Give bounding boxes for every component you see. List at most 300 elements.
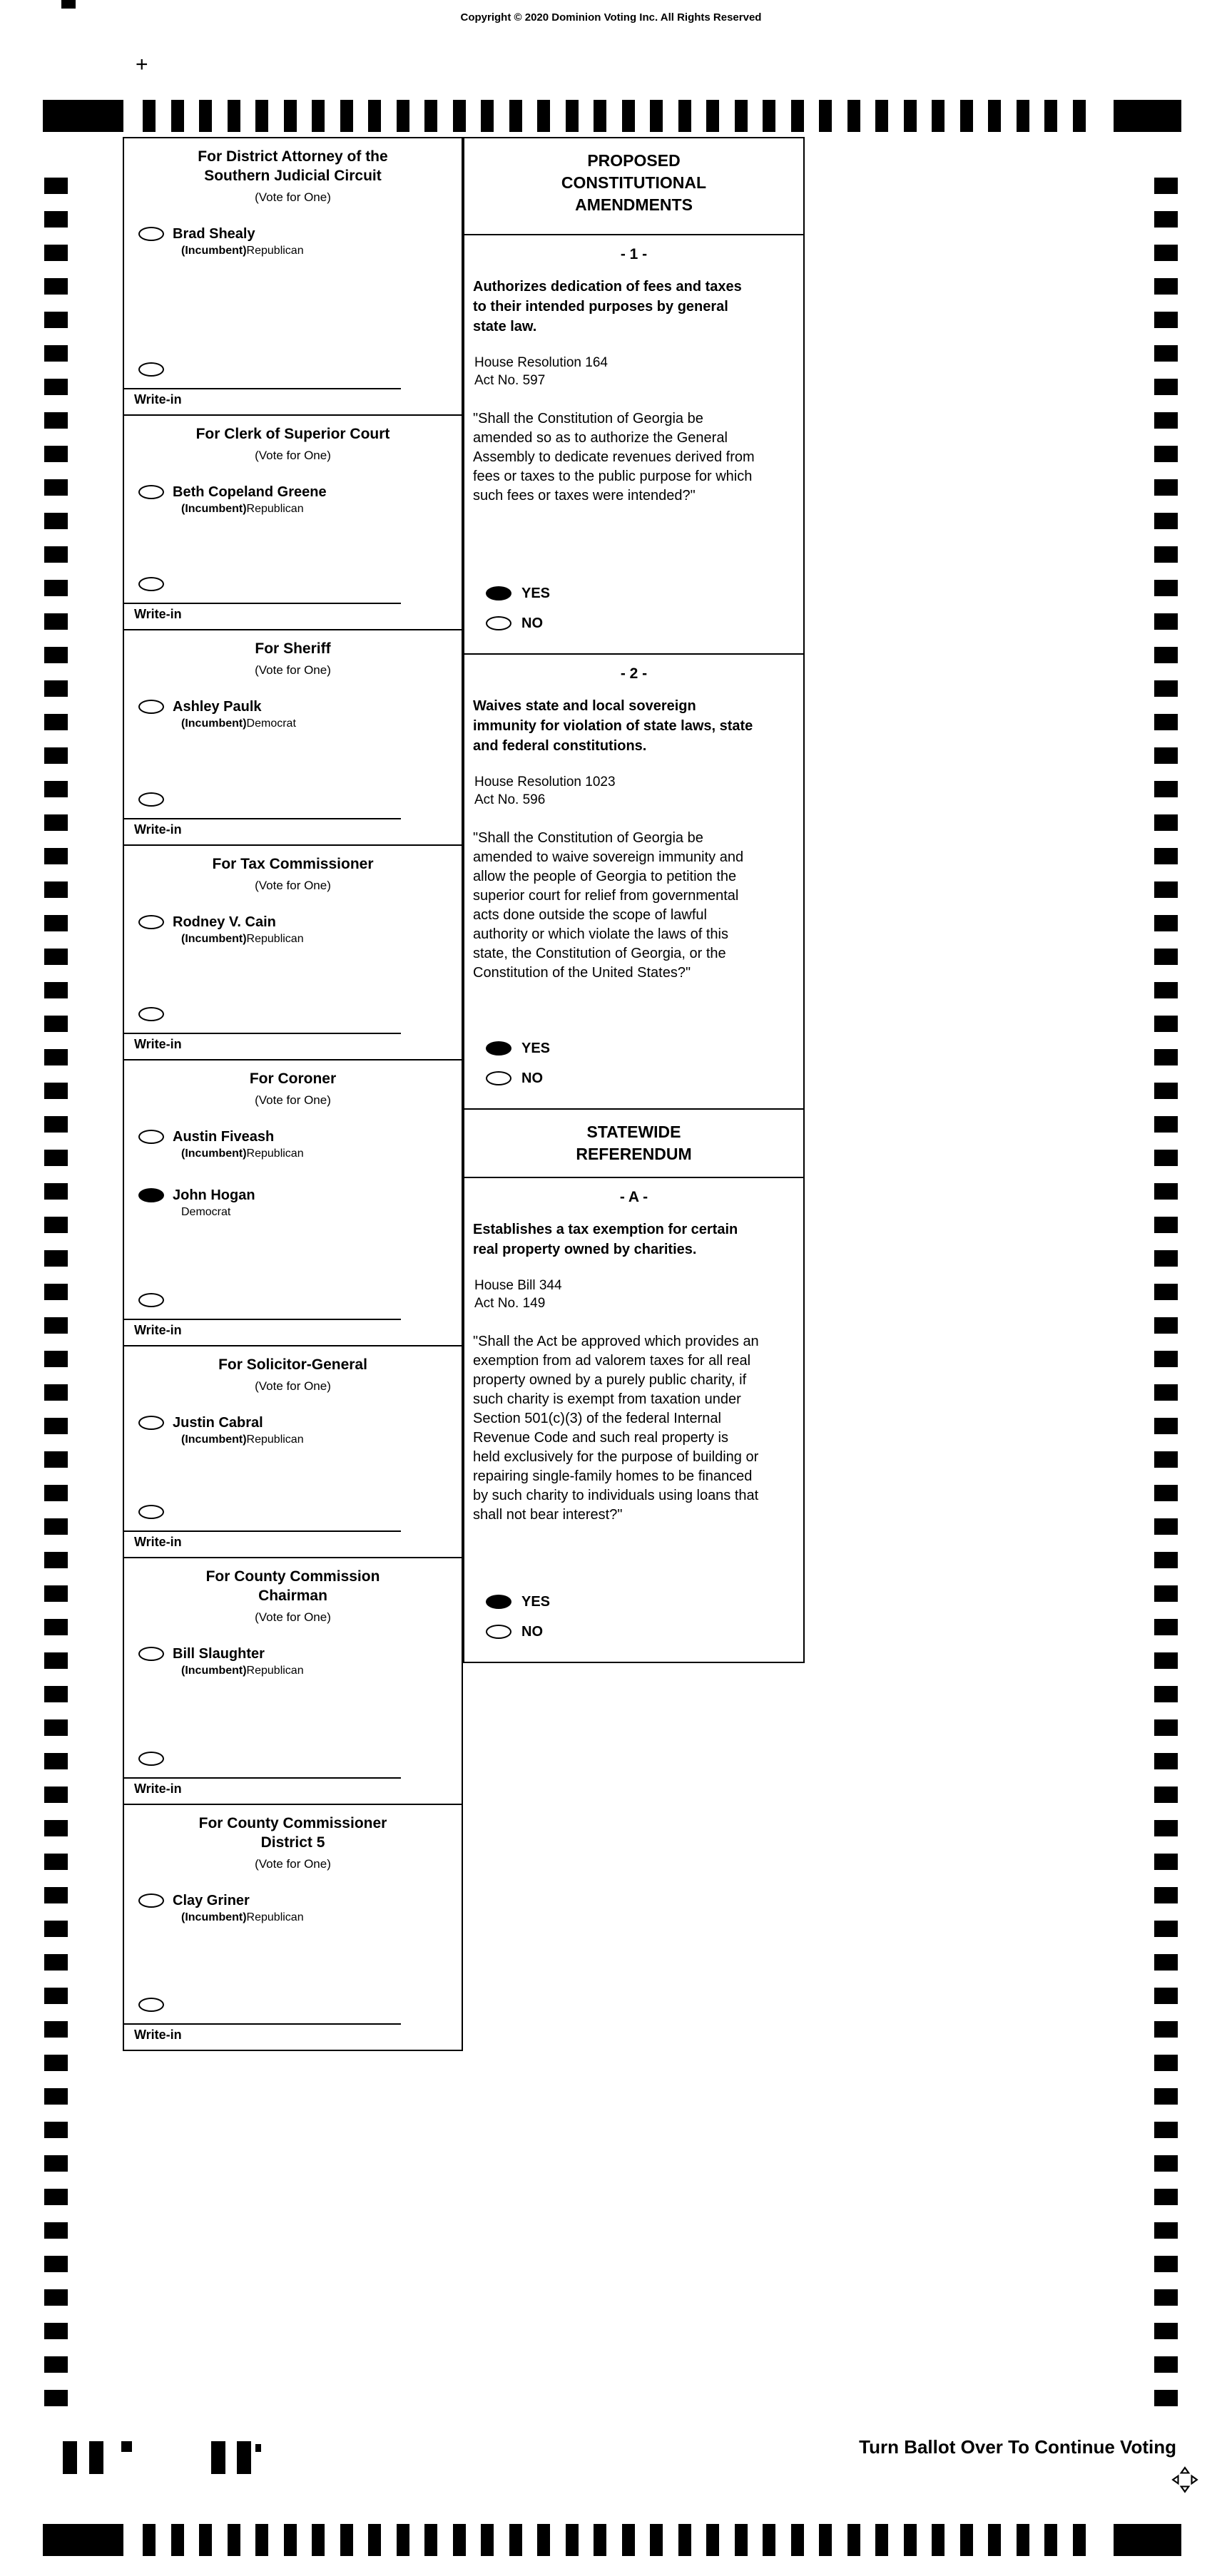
- write-in-oval-row: [138, 576, 462, 593]
- timing-mark: [1154, 949, 1178, 965]
- timing-mark: [988, 2524, 1001, 2556]
- timing-mark: [44, 245, 68, 261]
- candidate-row: [138, 1645, 462, 1678]
- timing-mark: [255, 2444, 261, 2452]
- candidate-info: [173, 1892, 304, 1925]
- timing-mark: [44, 1116, 68, 1133]
- candidate-row: [138, 1414, 462, 1447]
- timing-mark: [44, 580, 68, 596]
- timing-mark: [763, 100, 775, 132]
- timing-mark: [735, 2524, 748, 2556]
- contest-box: [123, 1059, 463, 1346]
- timing-mark: [1154, 2222, 1178, 2239]
- vote-oval[interactable]: [138, 1130, 164, 1144]
- timing-mark: [1154, 2088, 1178, 2105]
- timing-mark: [988, 100, 1001, 132]
- incumbent-label: (Incumbent): [181, 933, 247, 945]
- party-label: Republican: [246, 503, 304, 515]
- timing-mark: [44, 949, 68, 965]
- timing-mark: [1154, 513, 1178, 529]
- write-in-label: Write-in: [134, 1037, 182, 1051]
- option-row: [486, 1067, 803, 1090]
- timing-mark: [763, 2524, 775, 2556]
- write-in-oval[interactable]: [138, 577, 164, 591]
- timing-mark: [875, 2524, 888, 2556]
- timing-mark: [44, 2189, 68, 2205]
- contest-title: For Tax Commissioner: [212, 856, 374, 872]
- timing-mark: [397, 2524, 409, 2556]
- timing-mark: [44, 1518, 68, 1535]
- timing-mark: [44, 714, 68, 730]
- measure-question: "Shall the Constitution of Georgia be amended so as to authorize the General Assembly to dedicate revenues derived from fees or taxes to the public purpose for which such fees or taxes were intended?": [473, 411, 755, 504]
- write-in-oval[interactable]: [138, 1998, 164, 2012]
- timing-mark: [237, 2441, 251, 2474]
- timing-mark: [875, 100, 888, 132]
- timing-mark: [61, 0, 76, 9]
- candidate-list: [138, 914, 462, 972]
- measure-options: [486, 1562, 803, 1650]
- timing-mark: [228, 2524, 240, 2556]
- timing-mark: [44, 1049, 68, 1065]
- contest-box: [123, 414, 463, 630]
- write-in-oval-row: [138, 1503, 462, 1520]
- incumbent-label: (Incumbent): [181, 1665, 247, 1677]
- timing-mark: [44, 848, 68, 864]
- timing-mark: [44, 881, 68, 898]
- timing-mark: [509, 100, 522, 132]
- contest-title: For County Commissioner: [198, 1815, 387, 1831]
- write-in-group: [124, 791, 462, 844]
- timing-mark: [566, 2524, 579, 2556]
- timing-mark: [199, 2524, 212, 2556]
- write-in-label: Write-in: [134, 392, 182, 407]
- timing-mark: [1154, 814, 1178, 831]
- write-in-oval-row: [138, 1292, 462, 1309]
- contest-header: [124, 147, 462, 205]
- vote-oval[interactable]: [486, 1071, 511, 1085]
- option-label: YES: [521, 1040, 551, 1056]
- party-label: Republican: [246, 245, 304, 257]
- timing-mark: [44, 2055, 68, 2071]
- timing-mark: [44, 546, 68, 563]
- vote-instruction: (Vote for One): [255, 190, 331, 204]
- timing-mark: [44, 915, 68, 931]
- vote-oval[interactable]: [486, 1041, 511, 1056]
- timing-mark: [735, 100, 748, 132]
- timing-mark: [1154, 613, 1178, 630]
- timing-mark: [650, 100, 663, 132]
- timing-mark: [1154, 747, 1178, 764]
- party-label: Republican: [246, 1148, 304, 1160]
- timing-mark: [960, 2524, 973, 2556]
- candidate-list: [138, 1645, 462, 1704]
- timing-mark: [211, 2441, 225, 2474]
- timing-mark: [255, 2524, 268, 2556]
- candidate-list: [138, 484, 462, 542]
- measure-reference: [474, 773, 803, 809]
- candidate-name: Clay Griner: [173, 1893, 250, 1908]
- timing-mark: [44, 1384, 68, 1401]
- timing-mark: [537, 2524, 550, 2556]
- candidate-name: Rodney V. Cain: [173, 914, 276, 930]
- party-label: Democrat: [246, 717, 296, 730]
- party-label: Republican: [246, 933, 304, 945]
- timing-mark: [1154, 1552, 1178, 1568]
- timing-mark: [678, 2524, 691, 2556]
- contest-title: For Sheriff: [255, 640, 331, 657]
- candidate-detail: [173, 932, 304, 946]
- candidate-detail: [173, 717, 296, 731]
- contest-title: For Coroner: [249, 1070, 337, 1087]
- candidate-info: [173, 484, 327, 516]
- contest-title: For County Commission: [205, 1568, 380, 1585]
- contest-title: For Solicitor-General: [218, 1356, 367, 1373]
- measure-reference-line: Act No. 597: [474, 373, 546, 388]
- timing-mark: [44, 1988, 68, 2004]
- candidate-row: [138, 1128, 462, 1161]
- vote-oval[interactable]: [138, 1188, 164, 1202]
- timing-mark: [44, 1317, 68, 1334]
- candidate-list: [138, 698, 462, 757]
- measure-box: [463, 1177, 805, 1663]
- timing-mark: [453, 100, 466, 132]
- timing-mark: [1154, 2356, 1178, 2373]
- option-label: YES: [521, 585, 551, 601]
- section-header-line: AMENDMENTS: [575, 195, 693, 214]
- timing-mark: [1154, 1116, 1178, 1133]
- timing-mark: [1114, 100, 1181, 132]
- timing-mark: [847, 2524, 860, 2556]
- write-in-group: [124, 1006, 462, 1059]
- timing-mark: [678, 100, 691, 132]
- candidate-row: [138, 698, 462, 731]
- timing-mark: [1154, 2323, 1178, 2339]
- timing-mark: [44, 982, 68, 998]
- candidate-info: [173, 914, 304, 946]
- candidate-info: [173, 1187, 255, 1220]
- timing-mark: [424, 100, 437, 132]
- timing-mark: [1154, 1351, 1178, 1367]
- timing-mark: [44, 1652, 68, 1669]
- timing-mark: [1154, 1787, 1178, 1803]
- timing-mark: [706, 2524, 719, 2556]
- contest-title: District 5: [260, 1834, 325, 1851]
- write-in-oval[interactable]: [138, 362, 164, 377]
- timing-mark: [171, 2524, 184, 2556]
- timing-mark: [44, 479, 68, 496]
- candidate-detail: [173, 1911, 304, 1925]
- contest-title: For District Attorney of the: [198, 148, 388, 165]
- left-column: [123, 137, 463, 2051]
- contest-header: [124, 639, 462, 678]
- timing-mark: [44, 1217, 68, 1233]
- timing-mark: [932, 100, 944, 132]
- incumbent-label: (Incumbent): [181, 503, 247, 515]
- timing-mark: [1017, 100, 1029, 132]
- timing-mark: [1154, 714, 1178, 730]
- contest-box: [123, 1804, 463, 2051]
- vote-oval[interactable]: [486, 616, 511, 630]
- candidate-detail: [173, 1205, 255, 1220]
- measure-number: - 1 -: [620, 246, 648, 262]
- timing-mark: [44, 680, 68, 697]
- timing-mark: [44, 2256, 68, 2272]
- measure-box: [463, 234, 805, 655]
- measure-options: [486, 1008, 803, 1097]
- candidate-info: [173, 1414, 304, 1447]
- timing-mark: [1154, 1518, 1178, 1535]
- contest-title: Southern Judicial Circuit: [204, 168, 382, 184]
- timing-mark: [44, 2021, 68, 2038]
- vote-oval[interactable]: [138, 1416, 164, 1430]
- candidate-row: [138, 484, 462, 516]
- timing-mark: [1154, 848, 1178, 864]
- vote-instruction: (Vote for One): [255, 449, 331, 462]
- party-label: Republican: [246, 1433, 304, 1446]
- timing-mark: [1154, 1150, 1178, 1166]
- timing-mark: [481, 100, 494, 132]
- timing-mark: [481, 2524, 494, 2556]
- contest-header: [124, 1567, 462, 1625]
- write-in-oval[interactable]: [138, 792, 164, 807]
- write-in-label: Write-in: [134, 1782, 182, 1796]
- timing-mark: [932, 2524, 944, 2556]
- timing-mark: [1154, 1317, 1178, 1334]
- timing-mark: [904, 100, 917, 132]
- timing-mark: [1154, 680, 1178, 697]
- timing-mark: [1154, 1887, 1178, 1903]
- timing-mark: [44, 1954, 68, 1971]
- option-row: [486, 582, 803, 605]
- timing-mark: [368, 100, 381, 132]
- timing-mark: [44, 647, 68, 663]
- option-row: [486, 1037, 803, 1060]
- timing-mark: [1154, 2390, 1178, 2406]
- vote-oval[interactable]: [486, 586, 511, 600]
- contest-box: [123, 137, 463, 416]
- contest-box: [123, 1345, 463, 1558]
- timing-mark: [1154, 178, 1178, 194]
- write-in-group: [124, 361, 462, 414]
- timing-mark: [537, 100, 550, 132]
- timing-mark: [44, 1485, 68, 1501]
- timing-mark: [1154, 2289, 1178, 2306]
- vote-oval[interactable]: [138, 700, 164, 714]
- timing-mark: [1154, 2021, 1178, 2038]
- timing-mark: [44, 211, 68, 228]
- timing-mark: [44, 2088, 68, 2105]
- vote-oval[interactable]: [486, 1595, 511, 1609]
- measure-summary: Waives state and local sovereign immunity for violation of state laws, state and federal constitutions.: [473, 698, 753, 754]
- timing-mark: [1154, 245, 1178, 261]
- contest-box: [123, 844, 463, 1060]
- write-in-oval[interactable]: [138, 1752, 164, 1766]
- timing-mark: [1154, 647, 1178, 663]
- vote-oval[interactable]: [138, 227, 164, 241]
- timing-mark: [1154, 1083, 1178, 1099]
- vote-instruction: (Vote for One): [255, 879, 331, 892]
- candidate-detail: [173, 244, 304, 258]
- write-in-oval[interactable]: [138, 1505, 164, 1519]
- write-in-group: [124, 1292, 462, 1345]
- candidate-detail: [173, 502, 327, 516]
- referendum-header: [463, 1108, 805, 1178]
- timing-mark: [340, 100, 353, 132]
- candidate-row: [138, 225, 462, 258]
- vote-instruction: (Vote for One): [255, 1379, 331, 1393]
- candidate-name: Brad Shealy: [173, 226, 255, 242]
- timing-mark: [143, 2524, 156, 2556]
- candidate-detail: [173, 1433, 304, 1447]
- timing-mark: [1154, 1284, 1178, 1300]
- option-label: NO: [521, 1070, 543, 1086]
- copyright-notice: Copyright © 2020 Dominion Voting Inc. All Rights Reserved: [460, 11, 762, 24]
- timing-mark: [44, 446, 68, 462]
- candidate-info: [173, 1128, 304, 1161]
- timing-mark: [44, 1921, 68, 1937]
- timing-mark: [1073, 100, 1086, 132]
- vote-instruction: (Vote for One): [255, 1857, 331, 1871]
- timing-mark: [791, 100, 804, 132]
- contest-header: [124, 854, 462, 894]
- timing-mark: [44, 1418, 68, 1434]
- measure-question: "Shall the Act be approved which provides an exemption from ad valorem taxes for all real property owned by a purely public charity, if such charity is exempt from taxation under Section 501(c)(3) of the federal Internal Revenue Code and such real property is held exclusively for the purpose of building or repairing single-family homes to be financed by such charity to individuals using loans that shall not bear interest?": [473, 1334, 759, 1523]
- timing-mark: [1154, 2122, 1178, 2138]
- write-in-group: [124, 1503, 462, 1557]
- timing-mark: [44, 1619, 68, 1635]
- timing-mark: [340, 2524, 353, 2556]
- timing-mark: [397, 100, 409, 132]
- measure-reference-line: Act No. 596: [474, 792, 546, 807]
- timing-mark: [44, 1250, 68, 1267]
- candidate-list: [138, 1128, 462, 1245]
- timing-mark: [44, 2356, 68, 2373]
- timing-mark: [1154, 1988, 1178, 2004]
- timing-mark: [199, 100, 212, 132]
- timing-mark: [44, 2222, 68, 2239]
- write-in-label: Write-in: [134, 607, 182, 621]
- measure-options: [486, 553, 803, 642]
- timing-mark: [89, 2441, 103, 2474]
- vote-oval[interactable]: [486, 1625, 511, 1639]
- write-in-oval-row: [138, 1750, 462, 1767]
- timing-mark: [43, 2524, 123, 2556]
- contest-title: For Clerk of Superior Court: [195, 426, 390, 442]
- timing-mark: [44, 412, 68, 429]
- timing-mark: [1154, 580, 1178, 596]
- timing-mark: [44, 2390, 68, 2406]
- timing-mark: [44, 2122, 68, 2138]
- measure-reference: [474, 1277, 803, 1312]
- option-row: [486, 612, 803, 635]
- timing-mark: [1154, 1619, 1178, 1635]
- timing-mark: [1044, 2524, 1057, 2556]
- vote-oval[interactable]: [138, 1893, 164, 1908]
- timing-mark: [1154, 1384, 1178, 1401]
- write-in-oval[interactable]: [138, 1293, 164, 1307]
- write-in-oval-row: [138, 1996, 462, 2013]
- timing-mark: [44, 613, 68, 630]
- timing-mark: [44, 1585, 68, 1602]
- vote-oval[interactable]: [138, 915, 164, 929]
- vote-oval[interactable]: [138, 1647, 164, 1661]
- timing-mark: [1154, 1016, 1178, 1032]
- timing-mark: [1073, 2524, 1086, 2556]
- measure-reference-line: House Resolution 1023: [474, 775, 616, 789]
- option-label: NO: [521, 615, 543, 631]
- option-row: [486, 1590, 803, 1613]
- timing-mark: [594, 2524, 606, 2556]
- timing-mark: [1154, 1418, 1178, 1434]
- timing-mark: [1017, 2524, 1029, 2556]
- section-header-line: STATEWIDE: [586, 1123, 681, 1141]
- timing-mark: [44, 1753, 68, 1769]
- timing-mark: [44, 781, 68, 797]
- option-label: NO: [521, 1623, 543, 1640]
- section-header-line: PROPOSED: [587, 151, 681, 170]
- incumbent-label: (Incumbent): [181, 1433, 247, 1446]
- timing-mark: [44, 1787, 68, 1803]
- timing-mark: [44, 2155, 68, 2172]
- timing-mark: [44, 1820, 68, 1836]
- timing-mark: [44, 2323, 68, 2339]
- candidate-name: John Hogan: [173, 1187, 255, 1203]
- vote-oval[interactable]: [138, 485, 164, 499]
- timing-mark: [1154, 1217, 1178, 1233]
- measure-question: "Shall the Constitution of Georgia be amended to waive sovereign immunity and allow the people of Georgia to petition the superior court for relief from governmental acts done outside the scope of lawful authority or which violate the laws of this state, the Constitution of Georgia, or the Constitution of the United States?": [473, 830, 744, 981]
- timing-mark: [312, 100, 325, 132]
- vote-instruction: (Vote for One): [255, 663, 331, 677]
- timing-mark: [1154, 1585, 1178, 1602]
- candidate-detail: [173, 1664, 304, 1678]
- write-in-oval-row: [138, 791, 462, 808]
- measure-summary: Establishes a tax exemption for certain real property owned by charities.: [473, 1222, 738, 1257]
- timing-mark: [44, 2289, 68, 2306]
- measure-reference-line: House Bill 344: [474, 1278, 562, 1293]
- party-label: Republican: [246, 1665, 304, 1677]
- measure-box: [463, 653, 805, 1110]
- right-column: [463, 137, 805, 1663]
- timing-mark: [566, 100, 579, 132]
- timing-mark: [594, 100, 606, 132]
- timing-mark: [1154, 1921, 1178, 1937]
- incumbent-label: (Incumbent): [181, 245, 247, 257]
- timing-mark: [43, 100, 123, 132]
- timing-mark: [1154, 2055, 1178, 2071]
- candidate-list: [138, 1414, 462, 1473]
- timing-mark: [44, 1016, 68, 1032]
- contest-box: [123, 629, 463, 846]
- timing-mark: [1154, 412, 1178, 429]
- timing-mark: [63, 2441, 77, 2474]
- timing-mark: [44, 1083, 68, 1099]
- turn-ballot-over-text: Turn Ballot Over To Continue Voting: [859, 2436, 1176, 2458]
- measure-reference-line: House Resolution 164: [474, 355, 608, 370]
- timing-mark: [706, 100, 719, 132]
- amendments-header: [463, 137, 805, 235]
- timing-mark: [44, 1686, 68, 1702]
- timing-mark: [44, 1183, 68, 1200]
- measure-number: - A -: [619, 1189, 648, 1205]
- party-label: Republican: [246, 1911, 304, 1923]
- candidate-info: [173, 225, 304, 258]
- timing-mark: [44, 747, 68, 764]
- write-in-oval[interactable]: [138, 1007, 164, 1021]
- timing-mark: [1154, 1049, 1178, 1065]
- timing-mark: [1154, 546, 1178, 563]
- timing-mark: [284, 2524, 297, 2556]
- timing-mark: [424, 2524, 437, 2556]
